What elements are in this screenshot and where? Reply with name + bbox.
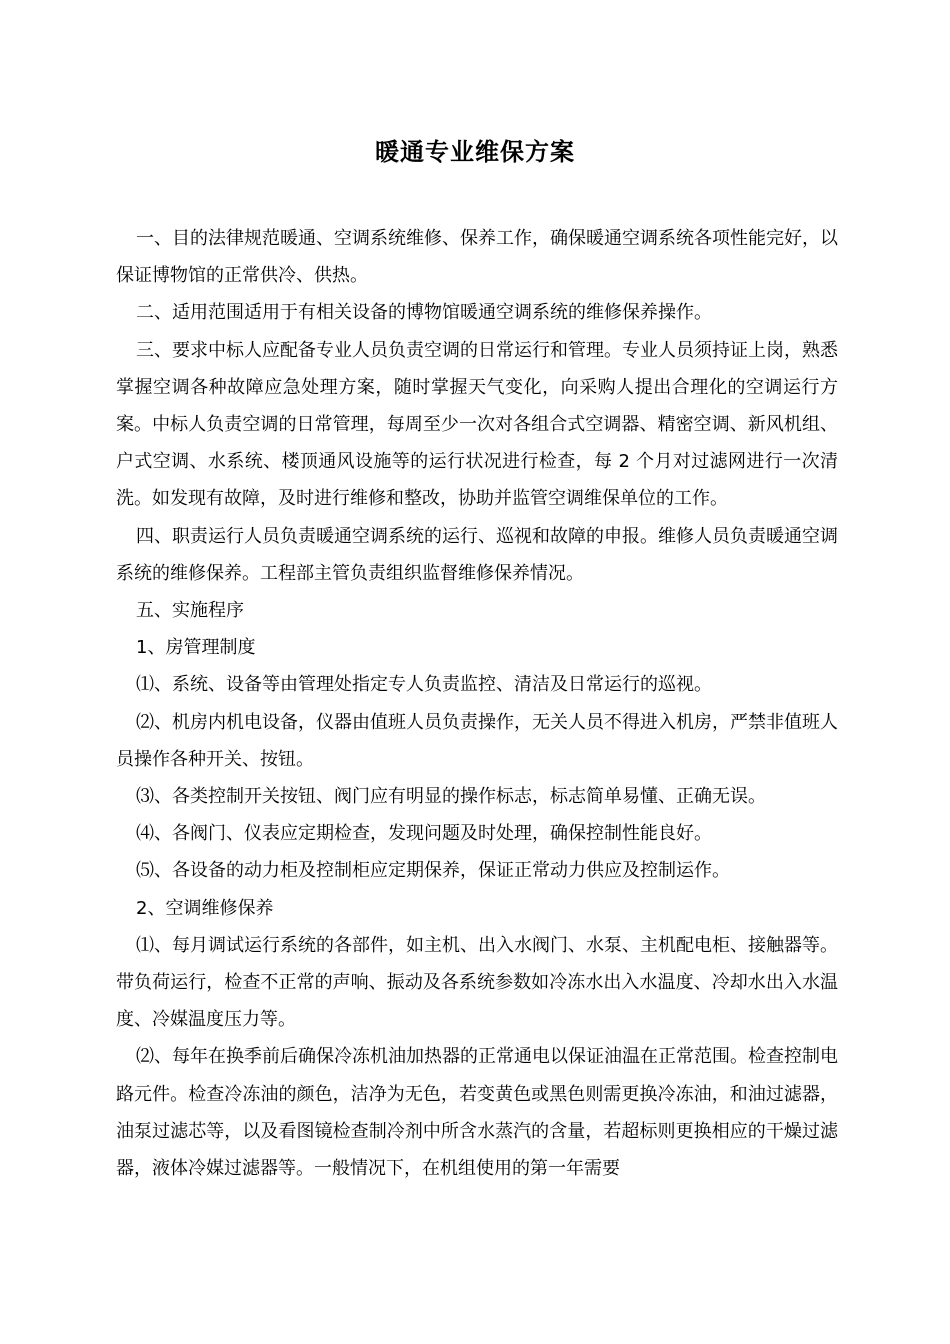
- paragraph-requirements: 三、要求中标人应配备专业人员负责空调的日常运行和管理。专业人员须持证上岗，熟悉掌握空调各种故障应急处理方案，随时掌握天气变化，向采购人提出合理化的空调运行方案。中标人负责空调的日常管理，每周至少一次对各组合式空调器、精密空调、新风机组、户式空调、水系统、楼顶通风设施等的运行状况进行检查，每 2 个月对过滤网进行一次清洗。如发现有故障，及时进行维修和整改，协助并监管空调维保单位的工作。: [116, 339, 838, 510]
- list-item: ⑴、每月调试运行系统的各部件，如主机、出入水阀门、水泵、主机配电柜、接触器等。带负荷运行，检查不正常的声响、振动及各系统参数如冷冻水出入水温度、冷却水出入水温度、冷媒温度压力等。: [116, 934, 838, 1031]
- section-heading-procedure: 五、实施程序: [136, 600, 244, 622]
- paragraph-purpose: 一、目的法律规范暖通、空调系统维修、保养工作，确保暖通空调系统各项性能完好，以保证博物馆的正常供冷、供热。: [116, 228, 838, 287]
- list-item: ⑷、各阀门、仪表应定期检查，发现问题及时处理，确保控制性能良好。: [136, 823, 712, 845]
- document-title: 暖通专业维保方案: [375, 138, 575, 166]
- subsection-heading-ac-maintenance: 2、空调维修保养: [136, 897, 274, 919]
- list-item: ⑵、每年在换季前后确保冷冻机油加热器的正常通电以保证油温在正常范围。检查控制电路元件。检查冷冻油的颜色，洁净为无色，若变黄色或黑色则需更换冷冻油，和油过滤器，油泵过滤芯等，以及看图镜检查制冷剂中所含水蒸汽的含量，若超标则更换相应的干燥过滤器，液体冷媒过滤器等。一般情况下，在机组使用的第一年需要: [116, 1046, 838, 1180]
- document-body: [116, 220, 838, 1187]
- list-item: ⑵、机房内机电设备，仪器由值班人员负责操作，无关人员不得进入机房，严禁非值班人员操作各种开关、按钮。: [116, 711, 838, 770]
- list-item: ⑶、各类控制开关按钮、阀门应有明显的操作标志，标志简单易懂、正确无误。: [136, 786, 766, 808]
- list-item: ⑴、系统、设备等由管理处指定专人负责监控、清洁及日常运行的巡视。: [136, 674, 712, 696]
- list-item: ⑸、各设备的动力柜及控制柜应定期保养，保证正常动力供应及控制运作。: [136, 860, 730, 882]
- paragraph-responsibilities: 四、职责运行人员负责暖通空调系统的运行、巡视和故障的申报。维修人员负责暖通空调系统的维修保养。工程部主管负责组织监督维修保养情况。: [116, 525, 838, 584]
- paragraph-scope: 二、适用范围适用于有相关设备的博物馆暖通空调系统的维修保养操作。: [136, 302, 712, 324]
- subsection-heading-room-management: 1、房管理制度: [136, 637, 256, 659]
